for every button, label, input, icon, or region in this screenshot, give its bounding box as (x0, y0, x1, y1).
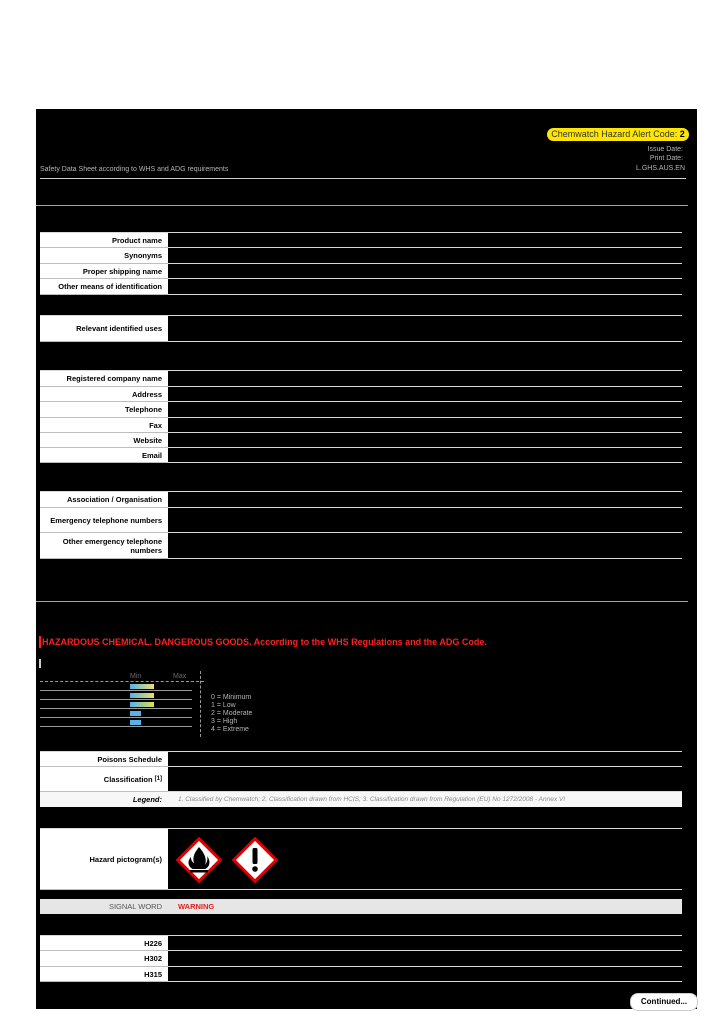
product-name-label: Product name (40, 233, 168, 248)
legend-row (40, 792, 682, 807)
h-code-label: H302 (40, 951, 168, 967)
other-means-label: Other means of identification (40, 279, 168, 295)
rating-row-line (40, 690, 192, 691)
rating-min-label: Min (130, 673, 142, 680)
hazard-alert-code-badge (547, 128, 689, 141)
fax-value (168, 418, 682, 433)
print-date-label: Print Date: (649, 155, 683, 162)
rating-bar (130, 720, 141, 725)
legend-label: Legend: (132, 795, 162, 804)
flame-icon (174, 835, 224, 885)
hazard-pictogram-label: Hazard pictogram(s) (40, 829, 168, 890)
telephone-value (168, 402, 682, 418)
rating-bar (130, 711, 141, 716)
h-code-label: H315 (40, 967, 168, 982)
rating-bar (130, 693, 154, 698)
other-emergency-phone-value (168, 533, 682, 559)
classification-value (168, 767, 682, 792)
registered-company-value (168, 371, 682, 387)
h-code-value (168, 936, 682, 951)
rating-dashed-rule (40, 681, 204, 682)
signal-word-label: SIGNAL WORD (108, 902, 162, 911)
h-code-value (168, 967, 682, 982)
email-label: Email (40, 448, 168, 463)
hazard-alert-code-label: Chemwatch Hazard Alert Code: (551, 129, 678, 139)
h-code-value (168, 951, 682, 967)
rating-bar (130, 702, 154, 707)
legend-text: 1. Classified by Chemwatch; 2. Classification drawn from HCIS; 3. Classification drawn from Regulation (EU) No 1272/2008 - Annex VI (178, 796, 566, 803)
rating-bar (130, 684, 154, 689)
synonyms-value (168, 248, 682, 264)
signal-word-value: WARNING (178, 902, 215, 911)
section-divider-2 (36, 601, 688, 602)
continued-tag: Continued... (630, 993, 698, 1011)
address-value (168, 387, 682, 402)
rating-row-line (40, 726, 192, 727)
rating-scale-4: 4 = Extreme (211, 726, 249, 733)
poisons-schedule-label: Poisons Schedule (40, 752, 168, 767)
rating-scale-2: 2 = Moderate (211, 710, 253, 717)
rating-scale-3: 3 = High (211, 718, 238, 725)
rating-scale-0: 0 = Minimum (211, 694, 252, 701)
classification-superscript: [1] (154, 775, 162, 782)
rating-max-label: Max (173, 673, 187, 680)
classification-label-text: Classification (103, 774, 153, 784)
rating-row-line (40, 699, 192, 700)
hazard-status-heading: HAZARDOUS CHEMICAL. DANGEROUS GOODS. According to the WHS Regulations and the ADG Code. (42, 637, 487, 647)
rating-dashed-divider (200, 671, 201, 737)
issue-date-label: Issue Date: (647, 146, 683, 153)
document-code: L.GHS.AUS.EN (635, 165, 685, 172)
header-divider (40, 178, 686, 179)
other-emergency-phone-label: Other emergency telephone numbers (40, 533, 168, 559)
email-value (168, 448, 682, 463)
subheading-marker (39, 659, 41, 668)
poisons-schedule-value (168, 752, 682, 767)
association-label: Association / Organisation (40, 492, 168, 508)
emergency-phone-value (168, 508, 682, 533)
sds-page (36, 109, 697, 1009)
exclamation-mark-icon (230, 835, 280, 885)
fax-label: Fax (40, 418, 168, 433)
rating-scale-1: 1 = Low (211, 702, 236, 709)
website-label: Website (40, 433, 168, 448)
telephone-label: Telephone (40, 402, 168, 418)
synonyms-label: Synonyms (40, 248, 168, 264)
heading-marker (39, 636, 41, 648)
other-means-value (168, 279, 682, 295)
rating-row-line (40, 717, 192, 718)
h-code-label: H226 (40, 936, 168, 951)
classification-label (40, 767, 168, 792)
section-divider-1 (36, 205, 688, 206)
rating-scale (211, 694, 252, 734)
sds-statement: Safety Data Sheet according to WHS and ADG requirements (40, 166, 229, 173)
address-label: Address (40, 387, 168, 402)
relevant-uses-label: Relevant identified uses (40, 316, 168, 342)
association-value (168, 492, 682, 508)
registered-company-label: Registered company name (40, 371, 168, 387)
hazard-alert-code-value: 2 (679, 129, 685, 139)
proper-shipping-name-label: Proper shipping name (40, 264, 168, 279)
website-value (168, 433, 682, 448)
signal-word-row (40, 899, 682, 914)
relevant-uses-value (168, 316, 682, 342)
rating-row-line (40, 708, 192, 709)
proper-shipping-name-value (168, 264, 682, 279)
hazard-pictogram-value (168, 829, 682, 890)
emergency-phone-label: Emergency telephone numbers (40, 508, 168, 533)
product-name-value (168, 233, 682, 248)
